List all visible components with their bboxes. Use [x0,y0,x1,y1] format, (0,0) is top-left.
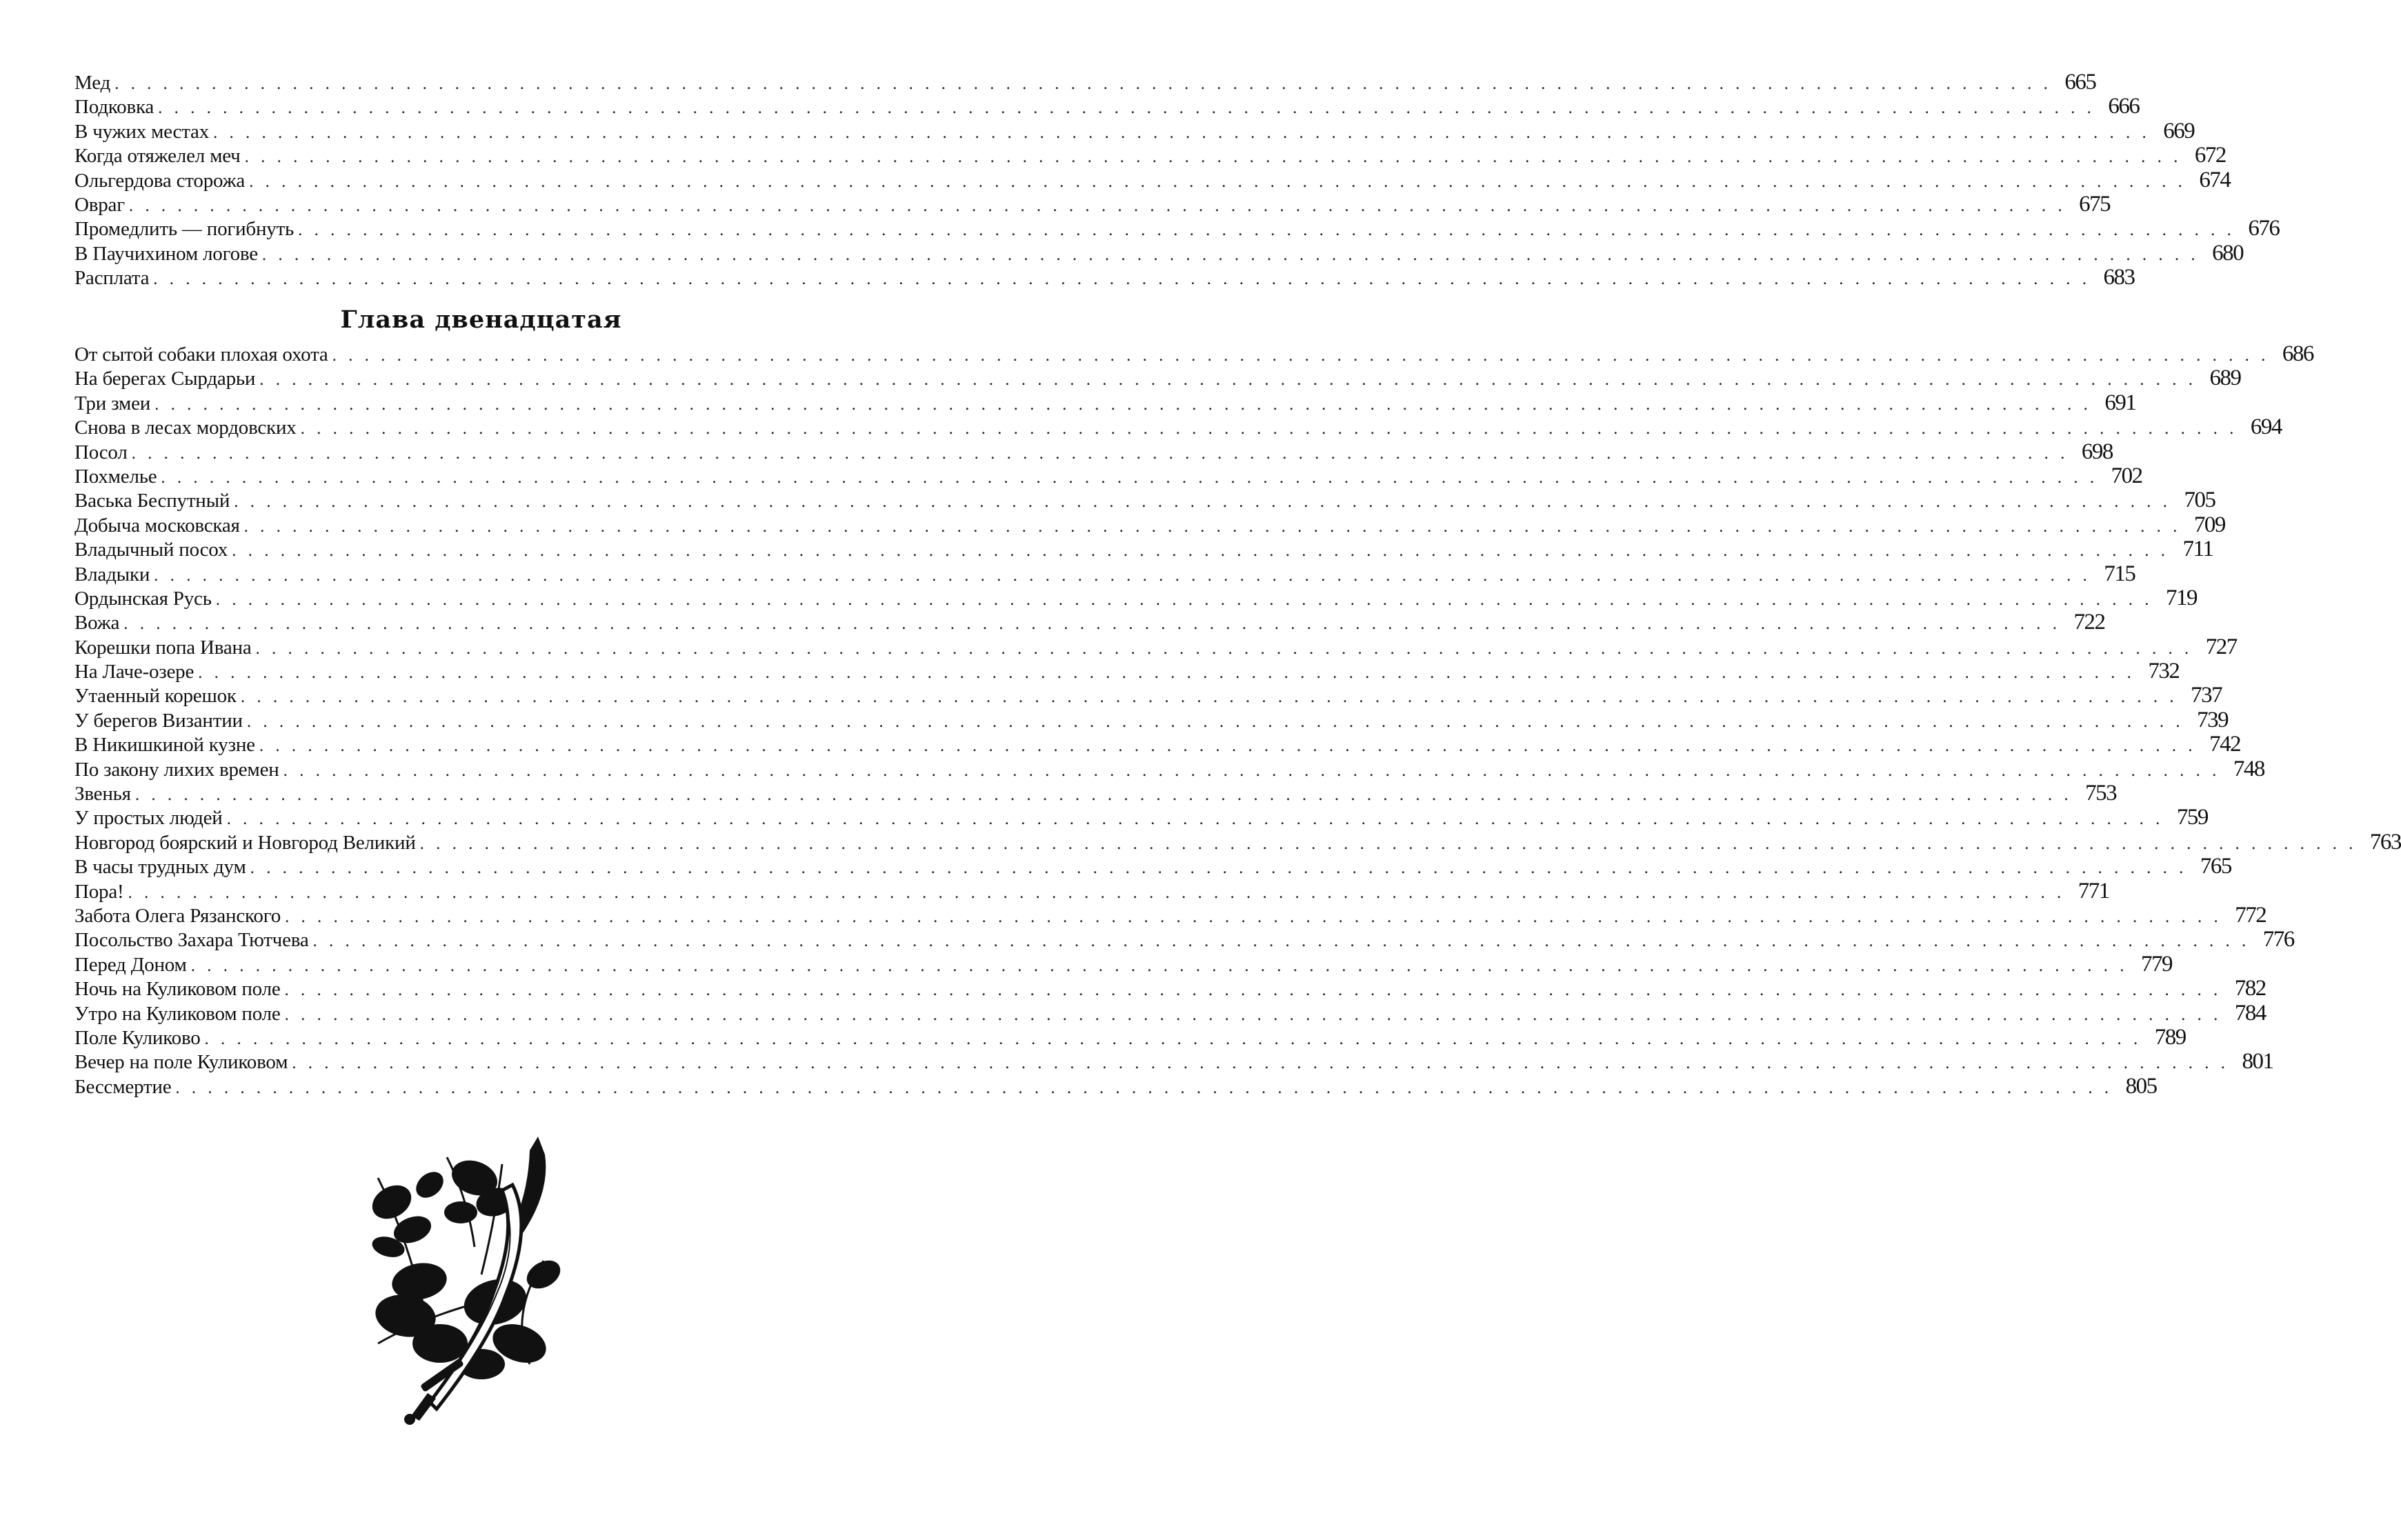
toc-entry-title: Владычный посох [74,539,228,561]
toc-entry-page: 675 [2079,191,2111,217]
leader-dots: . . . . . . . . . . . . . . . . . . . . . . . . . . . . . . . . . . . . . . . . . . . . . . . . . . . . . . . . . . . . . . . . . . . . . . . . . . . . . . . . . . . . . . . . . . . . . . . . . . . . . . . . . . . . . . . . . . . . . . . . [161,468,2098,487]
toc-entry-page: 737 [2191,683,2222,708]
leader-dots: . . . . . . . . . . . . . . . . . . . . . . . . . . . . . . . . . . . . . . . . . . . . . . . . . . . . . . . . . . . . . . . . . . . . . . . . . . . . . . . . . . . . . . . . . . . . . . . . . . . . . . . . . . . . . . . . . . . . . . . . [135,786,2073,805]
toc-entry-title: Корешки попа Ивана [74,636,252,659]
toc-entry[interactable] [74,829,2401,854]
leader-dots: . . . . . . . . . . . . . . . . . . . . . . . . . . . . . . . . . . . . . . . . . . . . . . . . . . . . . . . . . . . . . . . . . . . . . . . . . . . . . . . . . . . . . . . . . . . . . . . . . . . . . . . . . . . . . . . . . . . . . . . . [300,419,2238,439]
toc-entry-page: 694 [2250,414,2282,440]
toc-entry-title: На Лаче-озере [74,661,195,683]
toc-entry-page: 776 [2262,927,2294,952]
toc-entry-title: Владыки [74,563,150,586]
toc-list-chapter-twelve [74,341,2401,1099]
toc-entry-title: Утаенный корешок [74,685,237,708]
toc-entry[interactable] [74,463,2142,488]
toc-entry[interactable] [74,167,2231,192]
toc-entry-page: 680 [2212,240,2244,266]
toc-entry[interactable] [74,1073,2157,1099]
sword-and-foliage-icon [364,1137,600,1426]
toc-entry[interactable] [74,878,2109,903]
toc-entry-title: Посольство Захара Тютчева [74,929,309,952]
toc-entry-page: 719 [2165,585,2197,610]
toc-entry-title: Забота Олега Рязанского [74,904,281,927]
toc-entry-title: Васька Беспутный [74,490,230,512]
leader-dots: . . . . . . . . . . . . . . . . . . . . . . . . . . . . . . . . . . . . . . . . . . . . . . . . . . . . . . . . . . . . . . . . . . . . . . . . . . . . . . . . . . . . . . . . . . . . . . . . . . . . . . . . . . . . . . . . . . . . . . . . [215,590,2153,609]
toc-entry[interactable] [74,265,2135,290]
toc-entry-page: 698 [2081,439,2113,464]
toc-list-previous-chapter [74,70,2280,290]
toc-entry-title: В чужих местах [74,120,210,143]
toc-entry[interactable] [74,854,2231,879]
toc-entry-page: 772 [2235,902,2266,928]
leader-dots: . . . . . . . . . . . . . . . . . . . . . . . . . . . . . . . . . . . . . . . . . . . . . . . . . . . . . . . . . . . . . . . . . . . . . . . . . . . . . . . . . . . . . . . . . . . . . . . . . . . . . . . . . . . . . . . . . . . . . . . . [234,492,2171,512]
toc-entry[interactable] [74,683,2222,708]
toc-entry-page: 784 [2234,1000,2266,1026]
toc-entry-title: У берегов Византии [74,709,243,732]
toc-entry-page: 715 [2104,561,2135,586]
toc-entry[interactable] [74,118,2195,143]
toc-entry-title: Вожа [74,612,120,634]
toc-entry-title: В Никишкиной кузне [74,734,255,757]
toc-entry[interactable] [74,512,2225,537]
leader-dots: . . . . . . . . . . . . . . . . . . . . . . . . . . . . . . . . . . . . . . . . . . . . . . . . . . . . . . . . . . . . . . . . . . . . . . . . . . . . . . . . . . . . . . . . . . . . . . . . . . . . . . . . . . . . . . . . . . . . . . . . [261,245,2200,264]
leader-dots: . . . . . . . . . . . . . . . . . . . . . . . . . . . . . . . . . . . . . . . . . . . . . . . . . . . . . . . . . . . . . . . . . . . . . . . . . . . . . . . . . . . . . . . . . . . . . . . . . . . . . . . . . . . . . . . . . . . . . . . . [114,74,2052,93]
leader-dots: . . . . . . . . . . . . . . . . . . . . . . . . . . . . . . . . . . . . . . . . . . . . . . . . . . . . . . . . . . . . . . . . . . . . . . . . . . . . . . . . . . . . . . . . . . . . . . . . . . . . . . . . . . . . . . . . . . . . . . . . [204,1029,2142,1048]
leader-dots: . . . . . . . . . . . . . . . . . . . . . . . . . . . . . . . . . . . . . . . . . . . . . . . . . . . . . . . . . . . . . . . . . . . . . . . . . . . . . . . . . . . . . . . . . . . . . . . . . . . . . . . . . . . . . . . . . . . . . . . . [226,810,2164,829]
toc-entry-page: 705 [2184,488,2215,513]
leader-dots: . . . . . . . . . . . . . . . . . . . . . . . . . . . . . . . . . . . . . . . . . . . . . . . . . . . . . . . . . . . . . . . . . . . . . . . . . . . . . . . . . . . . . . . . . . . . . . . . . . . . . . . . . . . . . . . . . . . . . . . . [419,834,2357,853]
toc-entry[interactable] [74,756,2264,781]
toc-entry[interactable] [74,216,2280,241]
toc-entry[interactable] [74,366,2241,391]
toc-entry[interactable] [74,585,2197,610]
toc-entry[interactable] [74,659,2180,684]
toc-entry[interactable] [74,951,2172,977]
toc-entry-page: 702 [2111,463,2142,488]
toc-entry[interactable] [74,488,2215,513]
toc-entry-page: 727 [2205,634,2237,659]
toc-entry-page: 676 [2248,216,2280,241]
toc-entry[interactable] [74,902,2266,928]
toc-entry-page: 666 [2108,94,2140,119]
toc-entry[interactable] [74,732,2241,757]
toc-entry[interactable] [74,610,2105,635]
toc-entry-page: 771 [2078,878,2109,903]
toc-entry-title: Промедлить — погибнуть [74,218,295,241]
toc-entry[interactable] [74,537,2213,562]
leader-dots: . . . . . . . . . . . . . . . . . . . . . . . . . . . . . . . . . . . . . . . . . . . . . . . . . . . . . . . . . . . . . . . . . . . . . . . . . . . . . . . . . . . . . . . . . . . . . . . . . . . . . . . . . . . . . . . . . . . . . . . . [243,517,2181,536]
leader-dots: . . . . . . . . . . . . . . . . . . . . . . . . . . . . . . . . . . . . . . . . . . . . . . . . . . . . . . . . . . . . . . . . . . . . . . . . . . . . . . . . . . . . . . . . . . . . . . . . . . . . . . . . . . . . . . . . . . . . . . . . [283,761,2220,780]
toc-entry-title: По закону лихих времен [74,758,279,781]
leader-dots: . . . . . . . . . . . . . . . . . . . . . . . . . . . . . . . . . . . . . . . . . . . . . . . . . . . . . . . . . . . . . . . . . . . . . . . . . . . . . . . . . . . . . . . . . . . . . . . . . . . . . . . . . . . . . . . . . . . . . . . . [213,123,2151,142]
toc-entry[interactable] [74,805,2208,830]
toc-entry-page: 669 [2163,118,2195,143]
leader-dots: . . . . . . . . . . . . . . . . . . . . . . . . . . . . . . . . . . . . . . . . . . . . . . . . . . . . . . . . . . . . . . . . . . . . . . . . . . . . . . . . . . . . . . . . . . . . . . . . . . . . . . . . . . . . . . . . . . . . . . . . [284,981,2222,1000]
toc-entry[interactable] [74,191,2111,217]
toc-entry-title: Утро на Куликовом поле [74,1002,281,1025]
toc-entry-page: 709 [2193,512,2225,537]
leader-dots: . . . . . . . . . . . . . . . . . . . . . . . . . . . . . . . . . . . . . . . . . . . . . . . . . . . . . . . . . . . . . . . . . . . . . . . . . . . . . . . . . . . . . . . . . . . . . . . . . . . . . . . . . . . . . . . . . . . . . . . . [312,932,2250,951]
toc-entry-title: Звенья [74,783,131,806]
leader-dots: . . . . . . . . . . . . . . . . . . . . . . . . . . . . . . . . . . . . . . . . . . . . . . . . . . . . . . . . . . . . . . . . . . . . . . . . . . . . . . . . . . . . . . . . . . . . . . . . . . . . . . . . . . . . . . . . . . . . . . . . [249,172,2186,191]
sword-pommel [404,1414,415,1425]
leader-dots: . . . . . . . . . . . . . . . . . . . . . . . . . . . . . . . . . . . . . . . . . . . . . . . . . . . . . . . . . . . . . . . . . . . . . . . . . . . . . . . . . . . . . . . . . . . . . . . . . . . . . . . . . . . . . . . . . . . . . . . . [128,196,2066,215]
toc-entry-title: Новгород боярский и Новгород Великий [74,831,416,854]
leader-dots: . . . . . . . . . . . . . . . . . . . . . . . . . . . . . . . . . . . . . . . . . . . . . . . . . . . . . . . . . . . . . . . . . . . . . . . . . . . . . . . . . . . . . . . . . . . . . . . . . . . . . . . . . . . . . . . . . . . . . . . . [128,883,2065,902]
leader-dots: . . . . . . . . . . . . . . . . . . . . . . . . . . . . . . . . . . . . . . . . . . . . . . . . . . . . . . . . . . . . . . . . . . . . . . . . . . . . . . . . . . . . . . . . . . . . . . . . . . . . . . . . . . . . . . . . . . . . . . . . [259,370,2197,390]
toc-entry[interactable] [74,414,2282,440]
leader-dots: . . . . . . . . . . . . . . . . . . . . . . . . . . . . . . . . . . . . . . . . . . . . . . . . . . . . . . . . . . . . . . . . . . . . . . . . . . . . . . . . . . . . . . . . . . . . . . . . . . . . . . . . . . . . . . . . . . . . . . . . [240,688,2178,707]
toc-entry-page: 683 [2103,265,2135,290]
toc-entry-page: 739 [2197,707,2229,732]
toc-entry-page: 665 [2064,70,2096,94]
toc-entry[interactable] [74,927,2294,952]
leader-dots: . . . . . . . . . . . . . . . . . . . . . . . . . . . . . . . . . . . . . . . . . . . . . . . . . . . . . . . . . . . . . . . . . . . . . . . . . . . . . . . . . . . . . . . . . . . . . . . . . . . . . . . . . . . . . . . . . . . . . . . . [131,443,2069,463]
leader-dots: . . . . . . . . . . . . . . . . . . . . . . . . . . . . . . . . . . . . . . . . . . . . . . . . . . . . . . . . . . . . . . . . . . . . . . . . . . . . . . . . . . . . . . . . . . . . . . . . . . . . . . . . . . . . . . . . . . . . . . . . [285,907,2222,926]
toc-entry[interactable] [74,390,2136,415]
toc-entry-page: 742 [2209,732,2241,757]
toc-entry-page: 691 [2104,390,2136,415]
leader-dots: . . . . . . . . . . . . . . . . . . . . . . . . . . . . . . . . . . . . . . . . . . . . . . . . . . . . . . . . . . . . . . . . . . . . . . . . . . . . . . . . . . . . . . . . . . . . . . . . . . . . . . . . . . . . . . . . . . . . . . . . [259,737,2197,756]
toc-entry-title: От сытой собаки плохая охота [74,343,328,366]
leader-dots: . . . . . . . . . . . . . . . . . . . . . . . . . . . . . . . . . . . . . . . . . . . . . . . . . . . . . . . . . . . . . . . . . . . . . . . . . . . . . . . . . . . . . . . . . . . . . . . . . . . . . . . . . . . . . . . . . . . . . . . . [298,221,2235,240]
toc-entry-page: 753 [2085,781,2117,806]
toc-entry[interactable] [74,143,2226,168]
toc-entry-title: На берегах Сырдарьи [74,368,256,390]
toc-entry-title: Подковка [74,96,155,119]
toc-entry-page: 801 [2242,1049,2273,1074]
toc-entry-title: Ольгердова сторожа [74,169,246,192]
toc-entry[interactable] [74,1000,2266,1026]
toc-entry[interactable] [74,240,2244,266]
toc-entry-page: 689 [2209,366,2241,391]
leader-dots: . . . . . . . . . . . . . . . . . . . . . . . . . . . . . . . . . . . . . . . . . . . . . . . . . . . . . . . . . . . . . . . . . . . . . . . . . . . . . . . . . . . . . . . . . . . . . . . . . . . . . . . . . . . . . . . . . . . . . . . . [153,270,2091,289]
leader-dots: . . . . . . . . . . . . . . . . . . . . . . . . . . . . . . . . . . . . . . . . . . . . . . . . . . . . . . . . . . . . . . . . . . . . . . . . . . . . . . . . . . . . . . . . . . . . . . . . . . . . . . . . . . . . . . . . . . . . . . . . [155,394,2092,414]
toc-entry[interactable] [74,439,2113,464]
toc-entry-page: 805 [2125,1073,2157,1099]
toc-entry[interactable] [74,1024,2186,1050]
toc-entry[interactable] [74,1049,2273,1074]
toc-entry-title: Поле Куликово [74,1026,201,1049]
toc-entry-page: 686 [2282,341,2313,366]
leader-dots: . . . . . . . . . . . . . . . . . . . . . . . . . . . . . . . . . . . . . . . . . . . . . . . . . . . . . . . . . . . . . . . . . . . . . . . . . . . . . . . . . . . . . . . . . . . . . . . . . . . . . . . . . . . . . . . . . . . . . . . . [232,541,2169,561]
toc-entry[interactable] [74,634,2237,659]
toc-entry[interactable] [74,707,2229,732]
toc-entry-title: Когда отяжелел меч [74,145,241,168]
leader-dots: . . . . . . . . . . . . . . . . . . . . . . . . . . . . . . . . . . . . . . . . . . . . . . . . . . . . . . . . . . . . . . . . . . . . . . . . . . . . . . . . . . . . . . . . . . . . . . . . . . . . . . . . . . . . . . . . . . . . . . . . [244,148,2182,167]
leader-dots: . . . . . . . . . . . . . . . . . . . . . . . . . . . . . . . . . . . . . . . . . . . . . . . . . . . . . . . . . . . . . . . . . . . . . . . . . . . . . . . . . . . . . . . . . . . . . . . . . . . . . . . . . . . . . . . . . . . . . . . . [198,663,2135,683]
toc-entry-title: Ночь на Куликовом поле [74,978,281,1001]
toc-entry-title: В Паучихином логове [74,242,258,265]
toc-entry-title: Три змеи [74,392,151,414]
toc-entry-page: 722 [2073,610,2105,635]
toc-entry-title: Пора! [74,880,124,903]
toc-entry-title: Бессмертие [74,1075,172,1098]
toc-entry-title: Посол [74,441,128,463]
toc-entry[interactable] [74,341,2313,366]
toc-entry-title: В часы трудных дум [74,856,246,879]
toc-entry-page: 789 [2154,1024,2186,1050]
toc-entry-page: 763 [2369,829,2401,854]
leader-dots: . . . . . . . . . . . . . . . . . . . . . . . . . . . . . . . . . . . . . . . . . . . . . . . . . . . . . . . . . . . . . . . . . . . . . . . . . . . . . . . . . . . . . . . . . . . . . . . . . . . . . . . . . . . . . . . . . . . . . . . . [246,712,2184,731]
toc-entry-page: 672 [2194,143,2226,168]
leader-dots: . . . . . . . . . . . . . . . . . . . . . . . . . . . . . . . . . . . . . . . . . . . . . . . . . . . . . . . . . . . . . . . . . . . . . . . . . . . . . . . . . . . . . . . . . . . . . . . . . . . . . . . . . . . . . . . . . . . . . . . . [255,639,2193,658]
toc-entry[interactable] [74,781,2117,806]
toc-entry-title: Похмелье [74,465,157,488]
toc-entry-page: 732 [2148,659,2180,684]
leader-dots: . . . . . . . . . . . . . . . . . . . . . . . . . . . . . . . . . . . . . . . . . . . . . . . . . . . . . . . . . . . . . . . . . . . . . . . . . . . . . . . . . . . . . . . . . . . . . . . . . . . . . . . . . . . . . . . . . . . . . . . . [284,1005,2222,1024]
leader-dots: . . . . . . . . . . . . . . . . . . . . . . . . . . . . . . . . . . . . . . . . . . . . . . . . . . . . . . . . . . . . . . . . . . . . . . . . . . . . . . . . . . . . . . . . . . . . . . . . . . . . . . . . . . . . . . . . . . . . . . . . [190,956,2128,975]
leader-dots: . . . . . . . . . . . . . . . . . . . . . . . . . . . . . . . . . . . . . . . . . . . . . . . . . . . . . . . . . . . . . . . . . . . . . . . . . . . . . . . . . . . . . . . . . . . . . . . . . . . . . . . . . . . . . . . . . . . . . . . . [175,1078,2113,1097]
toc-entry[interactable] [74,976,2266,1001]
toc-entry-title: Перед Доном [74,953,187,976]
toc-entry-title: Овраг [74,193,125,216]
toc-entry-page: 759 [2176,805,2208,830]
toc-entry-title: Мед [74,72,111,94]
toc-entry-title: Расплата [74,267,150,290]
leader-dots: . . . . . . . . . . . . . . . . . . . . . . . . . . . . . . . . . . . . . . . . . . . . . . . . . . . . . . . . . . . . . . . . . . . . . . . . . . . . . . . . . . . . . . . . . . . . . . . . . . . . . . . . . . . . . . . . . . . . . . . . [250,859,2187,878]
toc-entry-page: 674 [2199,167,2231,192]
leader-dots: . . . . . . . . . . . . . . . . . . . . . . . . . . . . . . . . . . . . . . . . . . . . . . . . . . . . . . . . . . . . . . . . . . . . . . . . . . . . . . . . . . . . . . . . . . . . . . . . . . . . . . . . . . . . . . . . . . . . . . . . [123,614,2061,634]
toc-entry-title: Ордынская Русь [74,587,212,610]
toc-entry[interactable] [74,561,2135,586]
toc-entry-page: 748 [2233,756,2264,781]
toc-entry-page: 782 [2234,976,2266,1001]
toc-entry[interactable] [74,70,2096,94]
toc-entry-title: Добыча московская [74,514,240,537]
toc-entry-title: У простых людей [74,807,223,830]
toc-entry-page: 711 [2182,537,2213,562]
leader-dots: . . . . . . . . . . . . . . . . . . . . . . . . . . . . . . . . . . . . . . . . . . . . . . . . . . . . . . . . . . . . . . . . . . . . . . . . . . . . . . . . . . . . . . . . . . . . . . . . . . . . . . . . . . . . . . . . . . . . . . . . [332,346,2269,365]
toc-entry-page: 765 [2200,854,2231,879]
toc-entry-title: Снова в лесах мордовских [74,417,297,439]
chapter-heading: Глава двенадцатая [340,306,622,334]
toc-entry-title: Вечер на поле Куликовом [74,1051,288,1074]
leader-dots: . . . . . . . . . . . . . . . . . . . . . . . . . . . . . . . . . . . . . . . . . . . . . . . . . . . . . . . . . . . . . . . . . . . . . . . . . . . . . . . . . . . . . . . . . . . . . . . . . . . . . . . . . . . . . . . . . . . . . . . . [154,566,2091,585]
leader-dots: . . . . . . . . . . . . . . . . . . . . . . . . . . . . . . . . . . . . . . . . . . . . . . . . . . . . . . . . . . . . . . . . . . . . . . . . . . . . . . . . . . . . . . . . . . . . . . . . . . . . . . . . . . . . . . . . . . . . . . . . [158,99,2095,118]
toc-entry-page: 779 [2140,951,2172,977]
toc-entry[interactable] [74,94,2140,119]
leader-dots: . . . . . . . . . . . . . . . . . . . . . . . . . . . . . . . . . . . . . . . . . . . . . . . . . . . . . . . . . . . . . . . . . . . . . . . . . . . . . . . . . . . . . . . . . . . . . . . . . . . . . . . . . . . . . . . . . . . . . . . . [292,1054,2229,1073]
